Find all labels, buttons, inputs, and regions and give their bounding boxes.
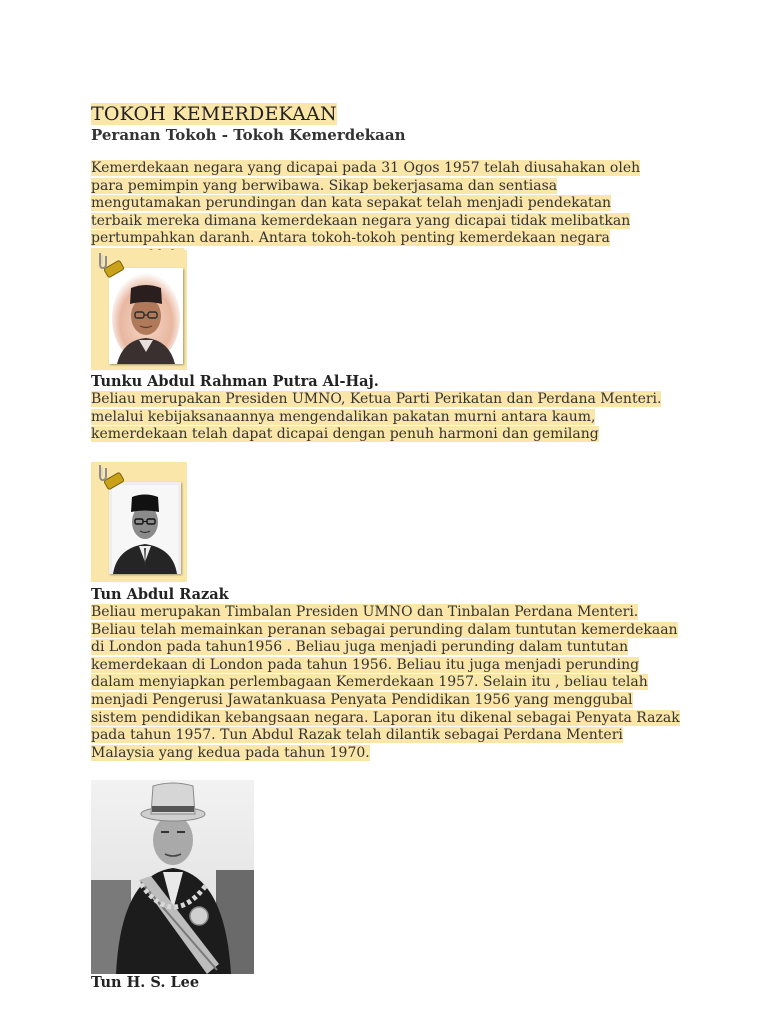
portrait-tun-abdul-razak — [109, 482, 181, 574]
figure-name-2: Tun Abdul Razak — [91, 586, 229, 603]
portrait-block-tunku — [91, 250, 187, 370]
paperclip-icon — [93, 250, 125, 282]
figure-name-3: Tun H. S. Lee — [91, 974, 200, 991]
figure-name-1: Tunku Abdul Rahman Putra Al-Haj. — [91, 373, 379, 390]
portrait-tun-hs-lee — [91, 780, 254, 974]
paperclip-icon — [93, 462, 125, 494]
intro-paragraph: Kemerdekaan negara yang dicapai pada 31 Ogos 1957 telah diusahakan oleh para pemimpin yang berwibawa. Sikap bekerjasama dan sentiasa mengutamakan perundingan dan kata sepakat telah menjadi pendekatan terbaik mereka dimana kemerdekaan negara yang dicapai tidak melibatkan pertumpahkan daranh. Antara tokoh-tokoh penting kemerdekaan negara — [91, 160, 661, 266]
page-title: TOKOH KEMERDEKAAN — [91, 103, 337, 125]
figure-description-1: Beliau merupakan Presiden UMNO, Ketua Parti Perikatan dan Perdana Menteri. melalui kebijaksanaannya mengendalikan pakatan murni antara kaum, kemerdekaan telah dapat dicapai dengan penuh harmoni dan gemilang — [91, 391, 662, 443]
portrait-tunku-abdul-rahman — [109, 268, 183, 364]
figure-description-2: Beliau merupakan Timbalan Presiden UMNO dan Tinbalan Perdana Menteri. Beliau telah memainkan peranan sebagai perunding dalam tuntutan kemerdekaan di London pada tahun1956 . Beliau juga menjadi perunding dalam tuntutan kemerdekaan di London pada tahun 1956. Beliau itu juga menjadi perunding dalam menyiapkan perlembagaan Kemerdekaan 1957. Selain itu , beliau telah menjadi Pengerusi Jawatankuasa Penyata Pendidikan 1956 yang menggubal sistem pendidikan kebangsaan negara. Laporan itu dikenal sebagai Penyata Razak pada tahun 1957. Tun Abdul Razak telah dilantik sebagai Perdana Menteri Malaysia yang kedua pada tahun 1970. — [91, 604, 680, 761]
page-subtitle: Peranan Tokoh - Tokoh Kemerdekaan — [91, 126, 406, 144]
portrait-block-razak — [91, 462, 187, 582]
